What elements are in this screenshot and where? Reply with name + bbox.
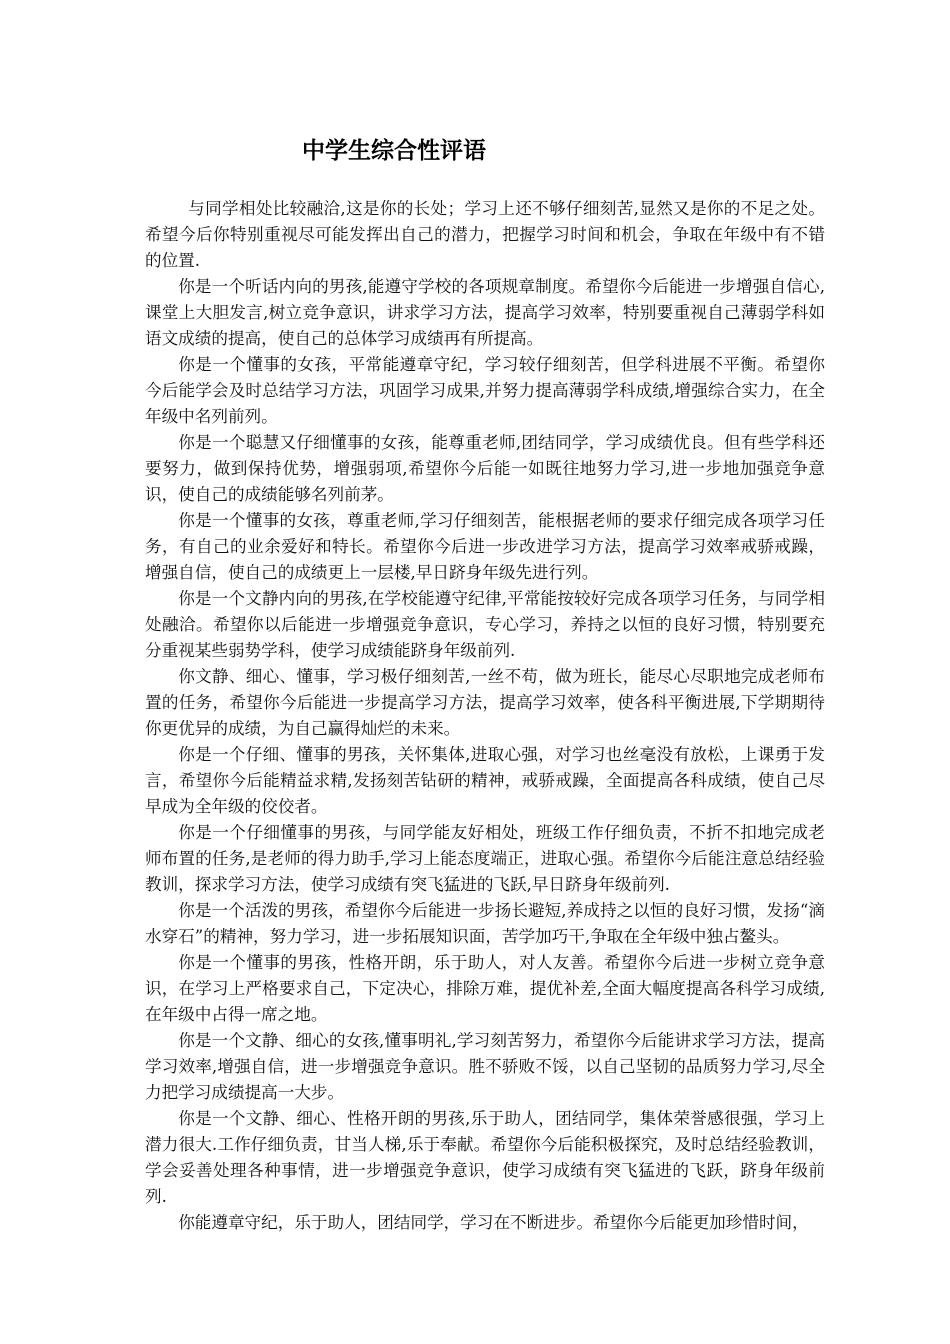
paragraph: 你是一个懂事的女孩，平常能遵章守纪，学习较仔细刻苦，但学科进展不平衡。希望你今后能学会及时总结学习方法，巩固学习成果,并努力提高薄弱学科成绩,增强综合实力，在全年级中名列前列。 (145, 355, 825, 426)
paragraph: 你是一个仔细懂事的男孩，与同学能友好相处，班级工作仔细负责，不折不扣地完成老师布置的任务,是老师的得力助手,学习上能态度端正，进取心强。希望你今后能注意总结经验教训，探求学习方法，使学习成绩有突飞猛进的飞跃,早日跻身年级前列. (145, 823, 825, 894)
paragraph: 与同学相处比较融洽,这是你的长处；学习上还不够仔细刻苦,显然又是你的不足之处。希望今后你特别重视尽可能发挥出自己的潜力，把握学习时间和机会，争取在年级中有不错的位置. (145, 199, 825, 270)
paragraph: 你是一个仔细、懂事的男孩，关怀集体,进取心强，对学习也丝毫没有放松，上课勇于发言，希望你今后能精益求精,发扬刻苦钻研的精神，戒骄戒躁，全面提高各科成绩，使自己尽早成为全年级的佼佼者。 (145, 745, 825, 816)
paragraph: 你是一个活泼的男孩，希望你今后能进一步扬长避短,养成持之以恒的良好习惯，发扬“滴水穿石”的精神，努力学习，进一步拓展知识面，苦学加巧干,争取在全年级中独占鳌头。 (145, 901, 825, 946)
document-body (145, 196, 825, 1236)
paragraph: 你是一个聪慧又仔细懂事的女孩，能尊重老师,团结同学，学习成绩优良。但有些学科还要努力，做到保持优势，增强弱项,希望你今后能一如既往地努力学习,进一步地加强竞争意识，使自己的成绩能够名列前茅。 (145, 433, 825, 504)
paragraph: 你是一个懂事的女孩，尊重老师,学习仔细刻苦，能根据老师的要求仔细完成各项学习任务，有自己的业余爱好和特长。希望你今后进一步改进学习方法，提高学习效率戒骄戒躁，增强自信，使自己的成绩更上一层楼,早日跻身年级先进行列。 (145, 511, 825, 582)
paragraph: 你是一个文静、细心、性格开朗的男孩,乐于助人，团结同学，集体荣誉感很强，学习上潜力很大.工作仔细负责，甘当人梯,乐于奉献。希望你今后能积极探究，及时总结经验教训，学会妥善处理各种事情，进一步增强竞争意识，使学习成绩有突飞猛进的飞跃，跻身年级前列. (145, 1109, 825, 1206)
paragraph: 你是一个听话内向的男孩,能遵守学校的各项规章制度。希望你今后能进一步增强自信心,课堂上大胆发言,树立竞争意识，讲求学习方法，提高学习效率，特别要重视自己薄弱学科如语文成绩的提高，使自己的总体学习成绩再有所提高。 (145, 277, 825, 348)
paragraph: 你是一个文静、细心的女孩,懂事明礼,学习刻苦努力，希望你今后能讲求学习方法，提高学习效率,增强自信，进一步增强竞争意识。胜不骄败不馁，以自己坚韧的品质努力学习,尽全力把学习成绩提高一大步。 (145, 1031, 825, 1102)
paragraph: 你能遵章守纪，乐于助人，团结同学，学习在不断进步。希望你今后能更加珍惜时间， (178, 1213, 809, 1232)
paragraph: 你是一个文静内向的男孩,在学校能遵守纪律,平常能按较好完成各项学习任务，与同学相处融洽。希望你以后能进一步增强竞争意识，专心学习，养持之以恒的良好习惯，特别要充分重视某些弱势学科，使学习成绩能跻身年级前列. (145, 589, 825, 660)
paragraph: 你是一个懂事的男孩，性格开朗，乐于助人，对人友善。希望你今后进一步树立竞争意识，在学习上严格要求自己，下定决心，排除万难，提优补差,全面大幅度提高各科学习成绩,在年级中占得一席之地。 (145, 953, 825, 1024)
document-title: 中学生综合性评语 (302, 138, 486, 164)
paragraph: 你文静、细心、懂事，学习极仔细刻苦,一丝不苟，做为班长，能尽心尽职地完成老师布置的任务，希望你今后能进一步提高学习方法，提高学习效率，使各科平衡进展,下学期期待你更优异的成绩，为自己赢得灿烂的未来。 (145, 667, 825, 738)
